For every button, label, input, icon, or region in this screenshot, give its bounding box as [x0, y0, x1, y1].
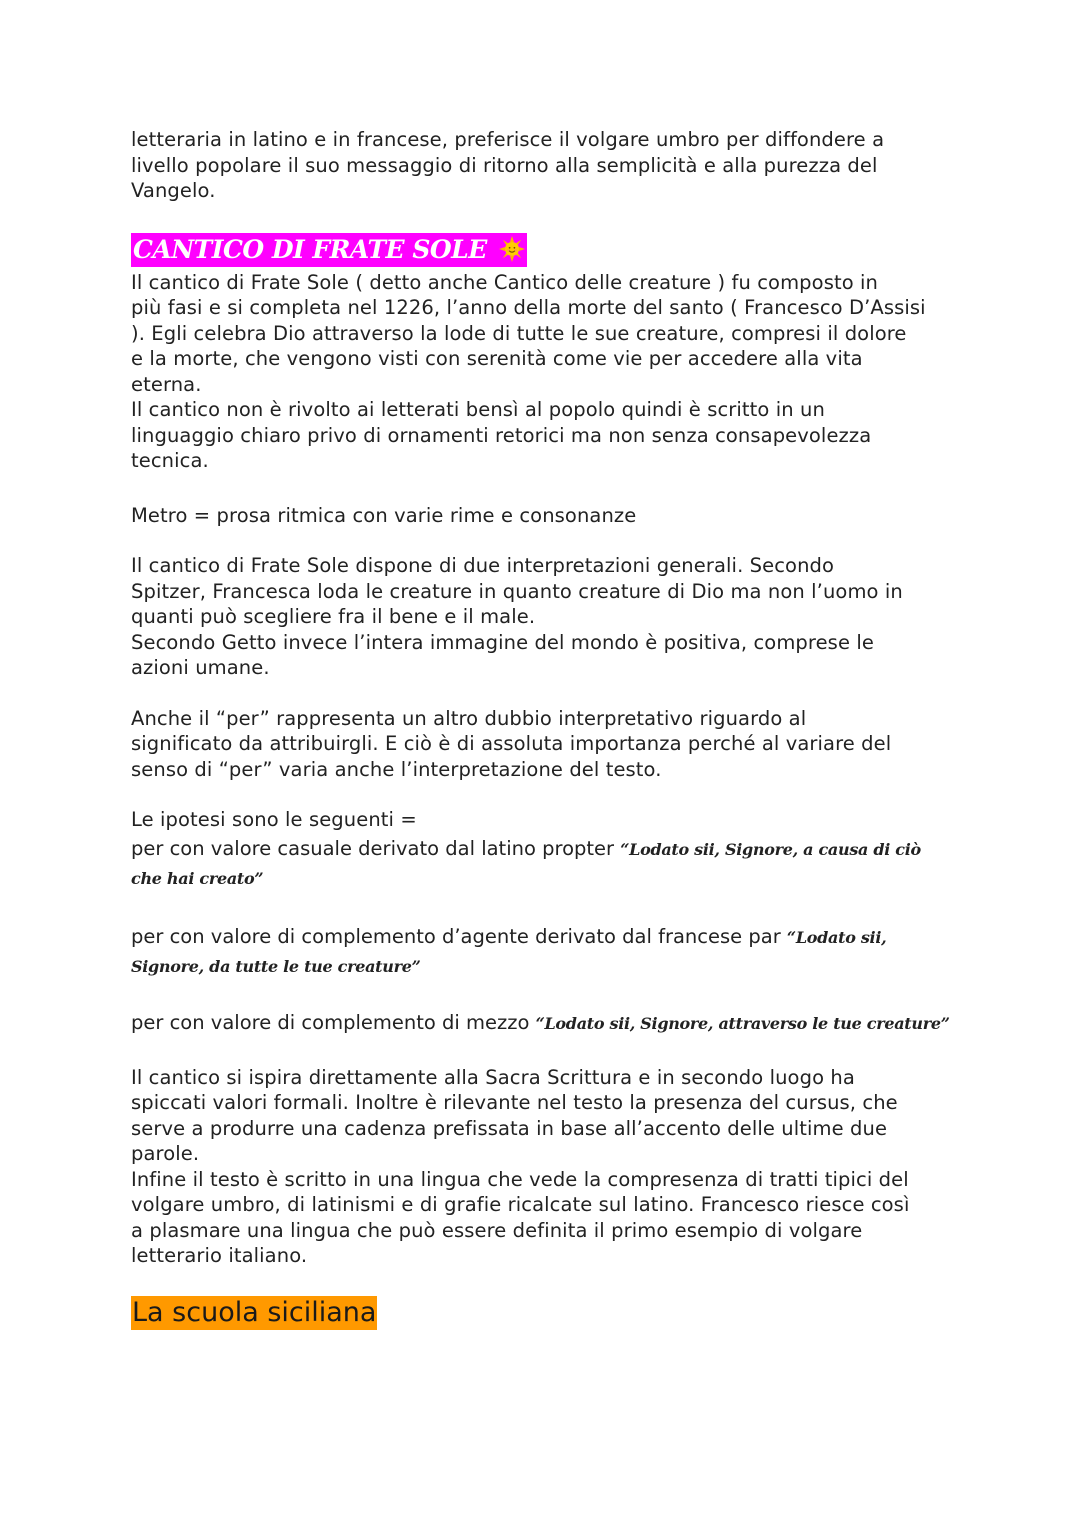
sun-icon	[499, 236, 525, 262]
text-line: parole.	[131, 1142, 200, 1165]
ipotesi-quote: “Lodato sii,	[786, 927, 887, 947]
ipotesi-text: per con valore casuale derivato dal latino propter	[131, 836, 621, 860]
ipotesi-text: per con valore di complemento di mezzo	[131, 1010, 536, 1034]
text-line: quanti può scegliere fra il bene e il male.	[131, 605, 536, 628]
text-line: eterna.	[131, 372, 202, 396]
cantico-heading	[131, 233, 961, 267]
text-line: letteraria in latino e in francese, preferisce il volgare umbro per diffondere a	[131, 128, 885, 151]
document-page	[131, 127, 961, 1330]
ipotesi-item-3	[131, 1009, 961, 1038]
cantico-paragraph-1	[131, 270, 961, 474]
ipotesi-item-1	[131, 835, 961, 893]
text-line: Il cantico si ispira direttamente alla Sacra Scrittura e in secondo luogo ha	[131, 1065, 855, 1089]
text-line: linguaggio chiaro privo di ornamenti retorici ma non senza consapevolezza	[131, 423, 872, 447]
text-line: spiccati valori formali. Inoltre è rilevante nel testo la presenza del cursus, che	[131, 1091, 898, 1114]
ipotesi-quote: “Lodato sii, Signore, attraverso le tue creature”	[535, 1013, 950, 1033]
ipotesi-quote: Signore, da tutte le tue creature”	[131, 956, 421, 976]
text-line: e la morte, che vengono visti con serenità come vie per accedere alla vita	[131, 347, 863, 370]
ipotesi-quote: “Lodato sii, Signore, a causa di ciò	[620, 839, 921, 859]
text-line: livello popolare il suo messaggio di ritorno alla semplicità e alla purezza del	[131, 153, 878, 177]
text-line: Il cantico di Frate Sole ( detto anche Cantico delle creature ) fu composto in	[131, 270, 878, 294]
text-line: più fasi e si completa nel 1226, l’anno della morte del santo ( Francesco D’Assisi	[131, 296, 926, 319]
text-line: Vangelo.	[131, 179, 216, 202]
text-line: tecnica.	[131, 449, 209, 472]
text-line: Secondo Getto invece l’intera immagine del mondo è positiva, comprese le	[131, 630, 874, 654]
ipotesi-line	[131, 952, 961, 981]
text-line: Anche il “per” rappresenta un altro dubbio interpretativo riguardo al	[131, 706, 807, 730]
text-line: azioni umane.	[131, 656, 270, 679]
text-line: a plasmare una lingua che può essere definita il primo esempio di volgare	[131, 1218, 863, 1242]
text-line: Il cantico di Frate Sole dispone di due interpretazioni generali. Secondo	[131, 554, 835, 577]
ipotesi-item-2	[131, 923, 961, 981]
metro-line: Metro = prosa ritmica con varie rime e consonanze	[131, 503, 637, 527]
ipotesi-line	[131, 864, 961, 893]
cantico-paragraph-4	[131, 1065, 961, 1269]
ipotesi-text: per con valore di complemento d’agente derivato dal francese par	[131, 924, 787, 948]
text-line: Infine il testo è scritto in una lingua che vede la compresenza di tratti tipici del	[131, 1167, 909, 1191]
ipotesi-line	[131, 835, 961, 864]
text-line: serve a produrre una cadenza prefissata in base all’accento delle ultime due	[131, 1116, 888, 1140]
cantico-paragraph-3	[131, 706, 961, 783]
cantico-paragraph-2	[131, 553, 961, 681]
text-line: letterario italiano.	[131, 1244, 308, 1267]
ipotesi-quote: che hai creato”	[131, 868, 264, 888]
ipotesi-line	[131, 1009, 961, 1038]
text-line: significato da attribuirgli. E ciò è di assoluta importanza perché al variare del	[131, 732, 892, 755]
text-line: ). Egli celebra Dio attraverso la lode di tutte le sue creature, compresi il dolore	[131, 321, 907, 345]
text-line: volgare umbro, di latinismi e di grafie ricalcate sul latino. Francesco riesce così	[131, 1193, 910, 1216]
scuola-heading	[131, 1296, 961, 1330]
cantico-heading-text: CANTICO DI FRATE SOLE	[131, 233, 527, 267]
scuola-heading-text: La scuola siciliana	[132, 1296, 377, 1328]
text-line: Il cantico non è rivolto ai letterati bensì al popolo quindi è scritto in un	[131, 398, 825, 421]
ipotesi-line	[131, 923, 961, 952]
intro-paragraph	[131, 127, 961, 204]
text-line: Spitzer, Francesca loda le creature in quanto creature di Dio ma non l’uomo in	[131, 579, 903, 603]
ipotesi-intro: Le ipotesi sono le seguenti =	[131, 808, 417, 831]
text-line: senso di “per” varia anche l’interpretazione del testo.	[131, 757, 662, 781]
